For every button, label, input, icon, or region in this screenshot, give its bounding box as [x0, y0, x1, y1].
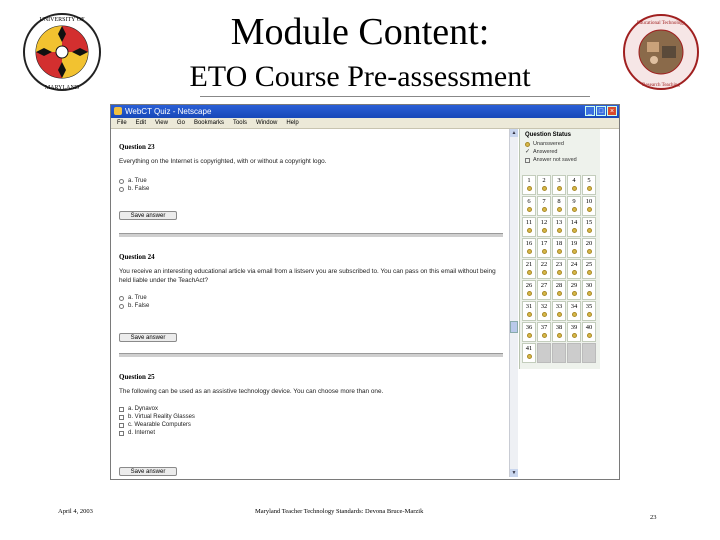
- unanswered-dot-icon: [587, 249, 592, 254]
- question-number: 7: [542, 198, 546, 205]
- question-number: 6: [527, 198, 531, 205]
- unanswered-dot-icon: [557, 186, 562, 191]
- unanswered-dot-icon: [527, 333, 532, 338]
- question-link-40[interactable]: [582, 322, 596, 342]
- svg-text:Educational Technology: Educational Technology: [636, 21, 686, 26]
- question-text: The following can be used as an assistive technology device. You can choose more than one.: [119, 388, 384, 395]
- question-number: 23: [555, 261, 563, 268]
- unanswered-dot-icon: [587, 270, 592, 275]
- legend-label: Answered: [533, 149, 558, 155]
- unanswered-dot-icon: [527, 291, 532, 296]
- unanswered-dot-icon: [557, 207, 562, 212]
- vertical-scrollbar[interactable]: [509, 129, 518, 477]
- question-link-14[interactable]: [567, 217, 581, 237]
- menu-view[interactable]: View: [155, 120, 168, 126]
- unanswered-dot-icon: [572, 291, 577, 296]
- unsaved-box-icon: [525, 158, 530, 163]
- menu-bookmarks[interactable]: Bookmarks: [193, 120, 224, 126]
- option-label: b. False: [128, 303, 150, 309]
- question-status-heading: Question Status: [525, 132, 572, 138]
- question-number: 13: [555, 219, 563, 226]
- menu-edit[interactable]: Edit: [135, 120, 147, 126]
- empty-cell: [567, 343, 581, 363]
- question-link-2[interactable]: [537, 175, 551, 195]
- question-link-12[interactable]: [537, 217, 551, 237]
- question-link-34[interactable]: [567, 301, 581, 321]
- option-true[interactable]: [119, 294, 507, 302]
- question-link-30[interactable]: [582, 280, 596, 300]
- question-link-16[interactable]: [522, 238, 536, 258]
- option-false[interactable]: [119, 302, 507, 310]
- question-number: 32: [540, 303, 548, 310]
- university-of-maryland-seal-logo: [22, 12, 102, 92]
- title-divider: [200, 96, 590, 97]
- unanswered-dot-icon: [527, 186, 532, 191]
- option-vr-glasses[interactable]: [119, 413, 507, 421]
- question-number: 36: [525, 324, 533, 331]
- question-link-25[interactable]: [582, 259, 596, 279]
- empty-cell: [582, 343, 596, 363]
- question-number: 21: [525, 261, 533, 268]
- question-link-23[interactable]: [552, 259, 566, 279]
- save-answer-button[interactable]: Save answer: [119, 467, 177, 476]
- unanswered-dot-icon: [557, 333, 562, 338]
- question-link-41[interactable]: [522, 343, 536, 363]
- radio-button[interactable]: [119, 296, 124, 301]
- checkmark-icon: ✓: [525, 148, 531, 155]
- question-heading: Question 25: [119, 373, 155, 381]
- scroll-thumb[interactable]: [510, 321, 518, 333]
- question-link-24[interactable]: [567, 259, 581, 279]
- question-link-1[interactable]: [522, 175, 536, 195]
- unanswered-dot-icon: [527, 312, 532, 317]
- slide-title: Module Content:: [230, 11, 490, 53]
- close-button[interactable]: ×: [607, 106, 617, 116]
- question-number: 3: [557, 177, 561, 184]
- unanswered-dot-icon: [572, 228, 577, 233]
- question-link-3[interactable]: [552, 175, 566, 195]
- question-link-32[interactable]: [537, 301, 551, 321]
- option-label: a. Dynavox: [128, 406, 159, 412]
- option-false[interactable]: [119, 185, 507, 193]
- question-number: 16: [525, 240, 533, 247]
- question-link-15[interactable]: [582, 217, 596, 237]
- question-number: 24: [570, 261, 578, 268]
- unanswered-dot-icon: [542, 270, 547, 275]
- question-number: 14: [570, 219, 578, 226]
- unanswered-dot-icon: [542, 249, 547, 254]
- question-link-9[interactable]: [567, 196, 581, 216]
- question-number: 29: [570, 282, 578, 289]
- browser-window: [110, 104, 620, 480]
- unanswered-dot-icon: [542, 333, 547, 338]
- unanswered-dot-icon: [557, 312, 562, 317]
- window-titlebar: [111, 105, 619, 118]
- question-number: 38: [555, 324, 563, 331]
- unanswered-dot-icon: [527, 228, 532, 233]
- legend-label: Unanswered: [533, 141, 564, 147]
- question-link-37[interactable]: [537, 322, 551, 342]
- unanswered-dot-icon: [542, 291, 547, 296]
- option-internet[interactable]: [119, 429, 507, 437]
- unanswered-dot-icon: [527, 249, 532, 254]
- question-link-35[interactable]: [582, 301, 596, 321]
- unanswered-dot-icon: [587, 312, 592, 317]
- checkbox[interactable]: [119, 431, 124, 436]
- unanswered-dot-icon: [587, 228, 592, 233]
- question-link-8[interactable]: [552, 196, 566, 216]
- question-number: 40: [585, 324, 593, 331]
- empty-cell: [537, 343, 551, 363]
- question-number: 17: [540, 240, 548, 247]
- question-link-20[interactable]: [582, 238, 596, 258]
- question-separator: [119, 233, 503, 237]
- question-number: 12: [540, 219, 548, 226]
- question-number: 4: [572, 177, 576, 184]
- legend-answered: [520, 148, 600, 156]
- menu-help[interactable]: Help: [286, 120, 299, 126]
- unanswered-dot-icon: [587, 333, 592, 338]
- unanswered-dot-icon: [542, 207, 547, 212]
- educational-technology-outreach-seal-logo: [622, 12, 700, 92]
- question-status-panel: [519, 129, 600, 369]
- unanswered-dot-icon: [587, 291, 592, 296]
- question-heading: Question 24: [119, 253, 155, 261]
- legend-label: Answer not saved: [533, 157, 577, 163]
- question-link-27[interactable]: [537, 280, 551, 300]
- legend-answer-not-saved: [520, 156, 600, 164]
- unanswered-dot-icon: [542, 312, 547, 317]
- save-answer-button[interactable]: Save answer: [119, 211, 177, 220]
- unanswered-dot-icon: [587, 207, 592, 212]
- question-number: 26: [525, 282, 533, 289]
- netscape-icon: [114, 107, 122, 115]
- question-link-11[interactable]: [522, 217, 536, 237]
- unanswered-dot-icon: [557, 291, 562, 296]
- question-link-7[interactable]: [537, 196, 551, 216]
- question-link-39[interactable]: [567, 322, 581, 342]
- question-link-10[interactable]: [582, 196, 596, 216]
- checkbox[interactable]: [119, 407, 124, 412]
- question-heading: Question 23: [119, 143, 155, 151]
- question-24: [119, 253, 507, 353]
- unanswered-dot-icon: [572, 249, 577, 254]
- unanswered-dot-icon: [557, 249, 562, 254]
- question-23: [119, 143, 507, 233]
- checkbox[interactable]: [119, 415, 124, 420]
- option-label: c. Wearable Computers: [128, 422, 191, 428]
- unanswered-dot-icon: [572, 186, 577, 191]
- menu-tools[interactable]: Tools: [232, 120, 247, 126]
- question-text: You receive an interesting educational article via email from a listserv you are subscribed to. You can pass on this email without being held liable under the TeachAct?: [119, 268, 496, 284]
- minimize-button[interactable]: _: [585, 106, 595, 116]
- option-true[interactable]: [119, 177, 507, 185]
- question-link-28[interactable]: [552, 280, 566, 300]
- option-label: b. Virtual Reality Glasses: [128, 414, 195, 420]
- question-number: 11: [525, 219, 533, 226]
- svg-text:Research Teaching: Research Teaching: [642, 83, 680, 88]
- question-number: 37: [540, 324, 548, 331]
- footer-date: April 4, 2003: [58, 508, 93, 515]
- question-link-31[interactable]: [522, 301, 536, 321]
- empty-cell: [552, 343, 566, 363]
- question-number: 35: [585, 303, 593, 310]
- menu-window[interactable]: Window: [255, 120, 278, 126]
- option-label: a. True: [128, 295, 147, 301]
- footer-center-text: Maryland Teacher Technology Standards: Devona Bruce-Marzik: [255, 508, 424, 515]
- option-label: d. Internet: [128, 430, 156, 436]
- question-link-19[interactable]: [567, 238, 581, 258]
- question-number: 20: [585, 240, 593, 247]
- unanswered-dot-icon: [527, 270, 532, 275]
- scroll-down-arrow-icon[interactable]: ▼: [511, 470, 517, 476]
- question-number: 25: [585, 261, 593, 268]
- question-number: 5: [587, 177, 591, 184]
- option-wearable-computers[interactable]: [119, 421, 507, 429]
- radio-button[interactable]: [119, 179, 124, 184]
- question-link-4[interactable]: [567, 175, 581, 195]
- question-link-21[interactable]: [522, 259, 536, 279]
- question-number: 2: [542, 177, 546, 184]
- question-link-26[interactable]: [522, 280, 536, 300]
- save-answer-button[interactable]: Save answer: [119, 333, 177, 342]
- question-number-grid: [522, 175, 598, 363]
- svg-text:MARYLAND: MARYLAND: [44, 85, 80, 91]
- unanswered-dot-icon: [542, 186, 547, 191]
- unanswered-dot-icon: [542, 228, 547, 233]
- svg-text:UNIVERSITY OF: UNIVERSITY OF: [39, 17, 85, 23]
- question-link-29[interactable]: [567, 280, 581, 300]
- unanswered-dot-icon: [527, 207, 532, 212]
- unanswered-dot-icon: [557, 270, 562, 275]
- maximize-button[interactable]: □: [596, 106, 606, 116]
- question-link-33[interactable]: [552, 301, 566, 321]
- menu-go[interactable]: Go: [176, 120, 185, 126]
- question-number: 28: [555, 282, 563, 289]
- scroll-up-arrow-icon[interactable]: ▲: [511, 130, 517, 136]
- unanswered-dot-icon: [587, 186, 592, 191]
- unanswered-dot-icon: [572, 333, 577, 338]
- unanswered-dot-icon: [572, 270, 577, 275]
- checkbox[interactable]: [119, 423, 124, 428]
- question-link-22[interactable]: [537, 259, 551, 279]
- question-link-18[interactable]: [552, 238, 566, 258]
- question-number: 30: [585, 282, 593, 289]
- question-number: 27: [540, 282, 548, 289]
- question-number: 33: [555, 303, 563, 310]
- question-number: 1: [527, 177, 531, 184]
- unanswered-dot-icon: [572, 312, 577, 317]
- question-text: Everything on the Internet is copyrighted, with or without a copyright logo.: [119, 158, 327, 165]
- unanswered-dot-icon: [527, 354, 532, 359]
- question-link-17[interactable]: [537, 238, 551, 258]
- question-number: 22: [540, 261, 548, 268]
- legend-unanswered: [520, 140, 600, 148]
- question-link-13[interactable]: [552, 217, 566, 237]
- slide-subtitle: ETO Course Pre-assessment: [189, 60, 531, 93]
- question-link-36[interactable]: [522, 322, 536, 342]
- menu-bar: [111, 118, 619, 129]
- unanswered-dot-icon: [525, 142, 530, 147]
- question-link-38[interactable]: [552, 322, 566, 342]
- unanswered-dot-icon: [557, 228, 562, 233]
- question-number: 15: [585, 219, 593, 226]
- question-number: 31: [525, 303, 533, 310]
- unanswered-dot-icon: [572, 207, 577, 212]
- option-dynavox[interactable]: [119, 405, 507, 413]
- option-label: a. True: [128, 178, 147, 184]
- question-number: 8: [557, 198, 561, 205]
- question-pane: [111, 129, 509, 477]
- question-number: 39: [570, 324, 578, 331]
- question-25: [119, 373, 507, 477]
- question-link-6[interactable]: [522, 196, 536, 216]
- radio-button[interactable]: [119, 304, 124, 309]
- question-number: 9: [572, 198, 576, 205]
- question-separator: [119, 353, 503, 357]
- question-number: 18: [555, 240, 563, 247]
- radio-button[interactable]: [119, 187, 124, 192]
- question-number: 41: [525, 345, 533, 352]
- question-link-5[interactable]: [582, 175, 596, 195]
- menu-file[interactable]: File: [117, 120, 127, 126]
- option-label: b. False: [128, 186, 150, 192]
- page-number: 23: [650, 514, 657, 521]
- question-number: 34: [570, 303, 578, 310]
- question-number: 10: [585, 198, 593, 205]
- question-number: 19: [570, 240, 578, 247]
- window-title: WebCT Quiz - Netscape: [125, 107, 212, 116]
